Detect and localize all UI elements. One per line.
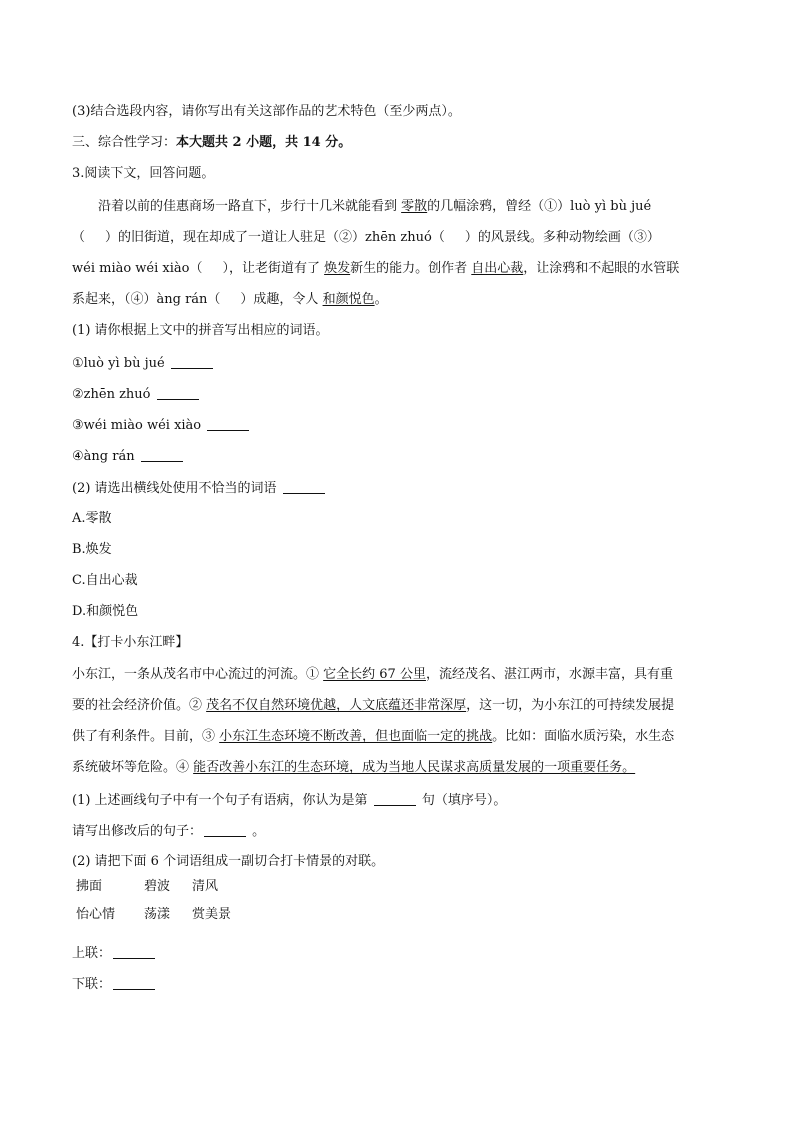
q4-sub1-d: 。 [252, 824, 266, 839]
q3-underlined-word-2: 焕发 [324, 261, 351, 276]
couplet-word: 赏美景 [192, 907, 232, 922]
q3-p1-a: 沿着以前的佳惠商场一路直下，步行十几米就能看到 [98, 199, 402, 214]
q4-underlined-sentence-3: 小东江生态环境不断改善，但也面临一定的挑战 [219, 729, 493, 744]
q4-l2-a: 要的社会经济价值。② [72, 698, 207, 713]
q4-passage-line-4 [72, 759, 635, 777]
q3-passage-line-2 [72, 229, 660, 247]
q4-l1-a: 小东江，一条从茂名市中心流过的河流。① [72, 667, 324, 682]
q3-item-1-label: ①luò yì bù jué [72, 356, 165, 371]
q3-p2-c: ）的风景线。多种动物绘画（③） [464, 230, 660, 245]
q4-l3-a: 供了有利条件。目前，③ [72, 729, 220, 744]
answer-blank-2[interactable] [157, 385, 199, 400]
q4-l2-b: ，这一切，为小东江的可持续发展提 [466, 698, 675, 713]
q4-sub-question-2: (2) 请把下面 6 个词语组成一副切合打卡情景的对联。 [72, 854, 385, 869]
q3-p4-a: 系起来，（④）àng rán（ [72, 292, 221, 307]
answer-blank-4[interactable] [141, 447, 183, 462]
answer-blank-7[interactable] [204, 822, 246, 837]
q4-l4-a: 系统破坏等危险。④ [72, 760, 194, 775]
q3-item-4 [72, 447, 185, 466]
section-3-prefix: 三、综合性学习： [72, 135, 177, 150]
q3-underlined-word-1: 零散 [401, 199, 428, 214]
q3-p3-b: ），让老街道有了 [222, 261, 325, 276]
q3-p3-d: ，让涂鸦和不起眼的水管联 [523, 261, 680, 276]
q3-passage-line-4 [72, 291, 388, 309]
q3-sub-question-2 [72, 479, 327, 498]
q3-item-3 [72, 416, 251, 435]
answer-blank-5[interactable] [283, 479, 325, 494]
answer-blank-3[interactable] [207, 416, 249, 431]
q3-item-1 [72, 354, 215, 373]
q3-item-2 [72, 385, 201, 404]
q3-sub2-label: (2) 请选出横线处使用不恰当的词语 [72, 481, 277, 496]
answer-blank-9[interactable] [113, 975, 155, 990]
q3-p2-b: ）的旧街道，现在却成了一道让人驻足（②）zhēn zhuó（ [105, 230, 445, 245]
option-a: A.零散 [72, 511, 112, 526]
couplet-word: 碧波 [144, 879, 171, 894]
q3-underlined-word-3: 自出心裁 [471, 261, 524, 276]
question-2-3: (3)结合选段内容，请你写出有关这部作品的艺术特色（至少两点）。 [72, 104, 461, 119]
q4-sub1-a: (1) 上述画线句子中有一个句子有语病，你认为是第 [72, 793, 368, 808]
q4-passage-line-1 [72, 666, 673, 684]
q3-item-4-label: ④àng rán [72, 449, 135, 464]
q3-p1-b: 的几幅涂鸦，曾经（①）luò yì bù jué [427, 199, 652, 214]
q3-item-3-label: ③wéi miào wéi xiào [72, 418, 202, 433]
couplet-word: 清风 [192, 879, 219, 894]
q4-passage-line-2 [72, 697, 674, 715]
q4-underlined-sentence-2: 茂名不仅自然环境优越，人文底蕴还非常深厚 [206, 698, 467, 713]
couplet-word: 拂面 [76, 879, 103, 894]
q4-underlined-sentence-1: 它全长约 67 公里 [323, 667, 426, 682]
q3-p3-c: 新生的能力。创作者 [350, 261, 472, 276]
section-3-heading [72, 134, 351, 152]
q3-sub-question-1: (1) 请你根据上文中的拼音写出相应的词语。 [72, 323, 329, 338]
couplet-words-row-2 [76, 906, 251, 924]
section-3-score: 本大题共 2 小题，共 14 分。 [176, 135, 352, 150]
q4-sub1-b: 句（填序号）。 [421, 793, 507, 808]
answer-blank-8[interactable] [113, 944, 155, 959]
q4-passage-line-3 [72, 728, 674, 746]
q3-underlined-word-4: 和颜悦色 [322, 292, 375, 307]
q4-l3-b: 。比如：面临水质污染，水生态 [492, 729, 675, 744]
couplet-word: 怡心情 [76, 907, 116, 922]
q3-p4-c: 。 [374, 292, 388, 307]
q4-sub-question-1-rewrite [72, 822, 265, 841]
q4-sub-question-1 [72, 791, 506, 810]
q3-p4-b: ）成趣，令人 [240, 292, 323, 307]
option-c: C.自出心裁 [72, 573, 138, 588]
couplet-word: 荡漾 [144, 907, 171, 922]
option-b: B.焕发 [72, 542, 112, 557]
q3-p2-a: （ [72, 230, 86, 245]
lower-couplet-line [72, 975, 157, 994]
upper-couplet-label: 上联： [72, 946, 112, 961]
couplet-words-row-1 [76, 878, 238, 896]
q4-l1-b: ，流经茂名、湛江两市，水源丰富，具有重 [425, 667, 673, 682]
upper-couplet-line [72, 944, 157, 963]
q4-sub1-c: 请写出修改后的句子： [72, 824, 203, 839]
question-4-title: 4.【打卡小东江畔】 [72, 635, 189, 650]
q3-item-2-label: ②zhēn zhuó [72, 387, 151, 402]
lower-couplet-label: 下联： [72, 977, 112, 992]
option-d: D.和颜悦色 [72, 604, 139, 619]
q3-passage-line-3 [72, 260, 679, 278]
q3-p3-a: wéi miào wéi xiào（ [72, 261, 203, 276]
question-3-title: 3.阅读下文，回答问题。 [72, 166, 215, 181]
answer-blank-6[interactable] [374, 791, 416, 806]
q3-passage-line-1 [98, 198, 651, 216]
q4-underlined-sentence-4: 能否改善小东江的生态环境，成为当地人民谋求高质量发展的一项重要任务。 [193, 760, 636, 775]
answer-blank-1[interactable] [171, 354, 213, 369]
